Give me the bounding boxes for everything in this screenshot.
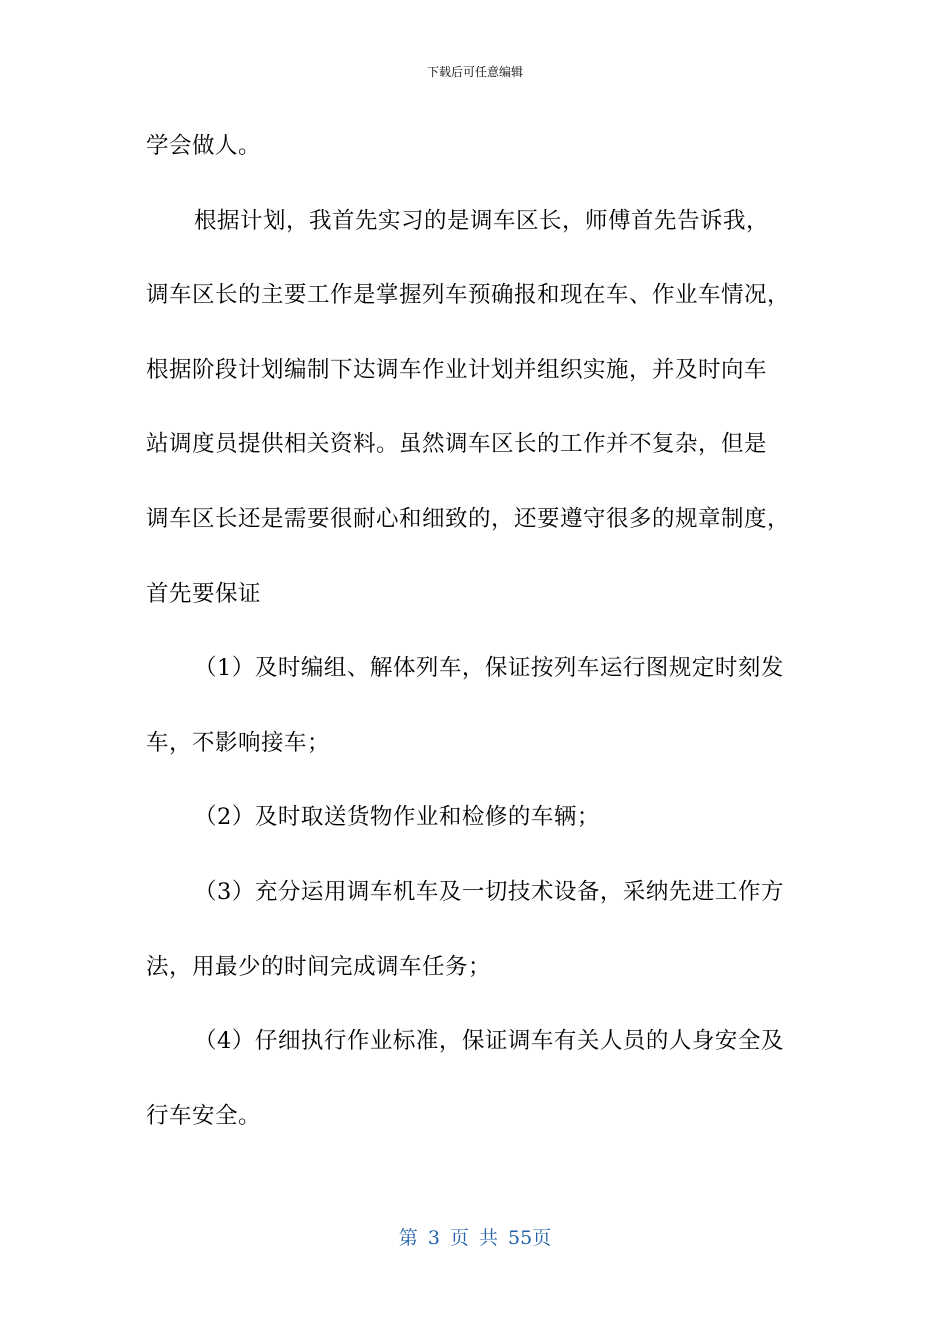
paragraph-line: 根据计划，我首先实习的是调车区长，师傅首先告诉我，: [194, 207, 770, 234]
paragraph-line: 首先要保证: [146, 580, 262, 607]
list-item-line: 法，用最少的时间完成调车任务；: [146, 953, 492, 980]
list-item-line: （4）仔细执行作业标准，保证调车有关人员的人身安全及: [194, 1028, 784, 1055]
paragraph-line: 调车区长的主要工作是掌握列车预确报和现在车、作业车情况，: [146, 282, 791, 309]
page-number-footer: 第 3 页 共 55页: [398, 1227, 552, 1249]
body-text: [146, 124, 806, 1168]
list-item-line: 行车安全。: [146, 1102, 262, 1129]
list-item-line: （3）充分运用调车机车及一切技术设备，采纳先进工作方: [194, 878, 784, 905]
header-note: 下载后可任意编辑: [426, 65, 523, 79]
paragraph-line: 调车区长还是需要很耐心和细致的，还要遵守很多的规章制度，: [146, 505, 791, 532]
paragraph-line: 站调度员提供相关资料。虽然调车区长的工作并不复杂，但是: [146, 431, 768, 458]
paragraph-line: 学会做人。: [146, 133, 262, 159]
list-item-line: 车，不影响接车；: [146, 729, 331, 756]
paragraph-line: 根据阶段计划编制下达调车作业计划并组织实施，并及时向车: [146, 356, 768, 383]
list-item-line: （2）及时取送货物作业和检修的车辆；: [194, 804, 600, 831]
list-item-line: （1）及时编组、解体列车，保证按列车运行图规定时刻发: [194, 655, 784, 682]
